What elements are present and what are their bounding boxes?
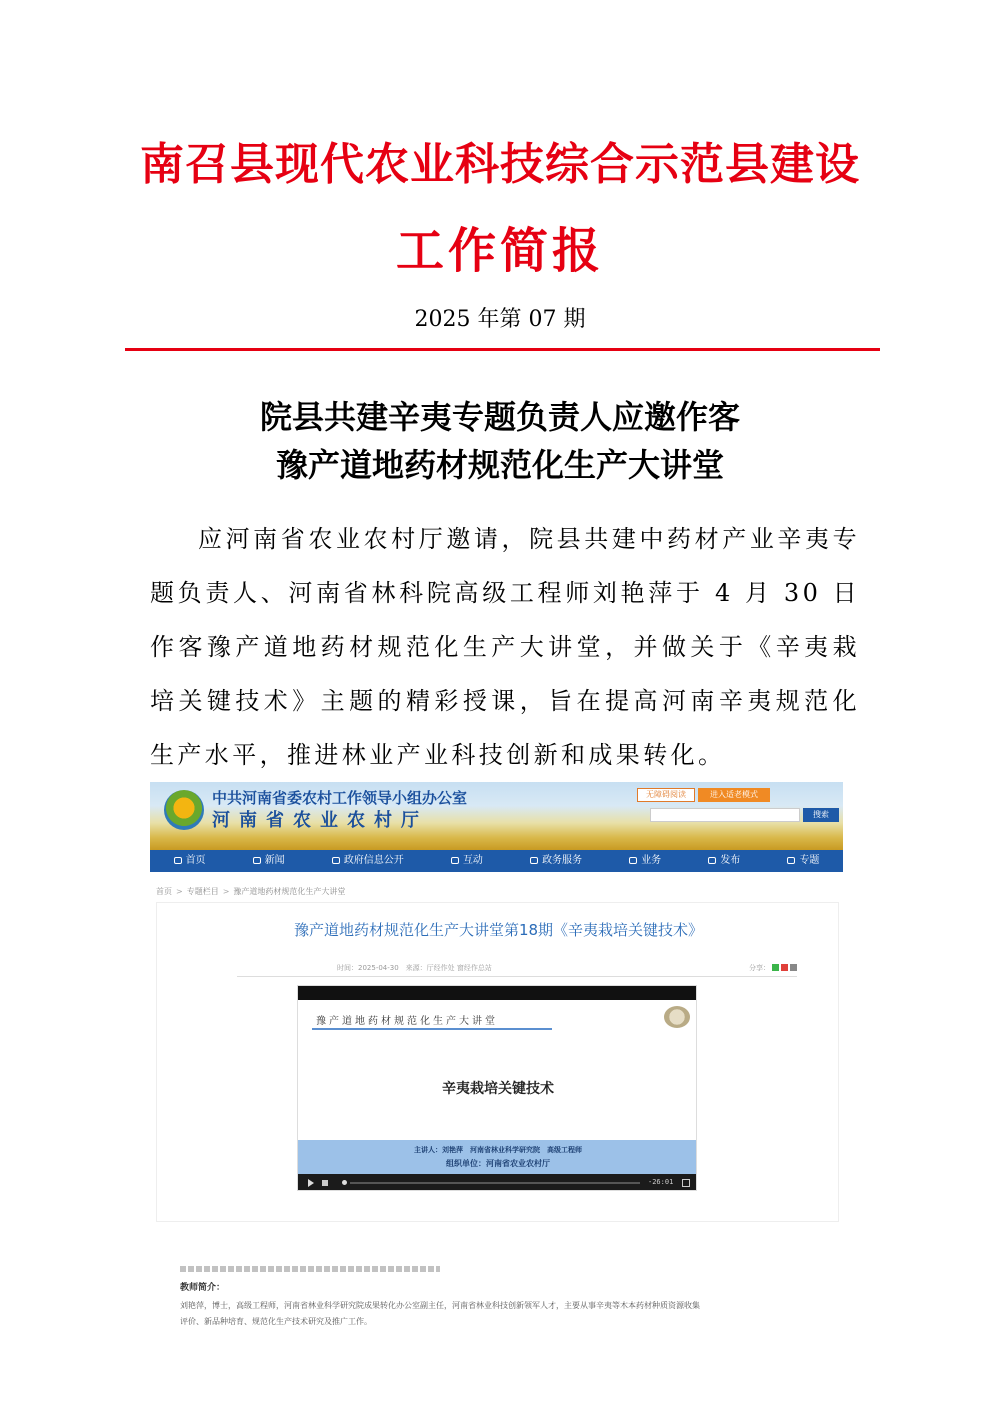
site-logo-icon [164, 790, 204, 830]
video-controls [298, 1174, 697, 1191]
meta-info: 时间：2025-04-30 来源：厅经作处 窗经作总站 [337, 964, 492, 972]
nav-item-service[interactable]: 政务服务 [507, 850, 606, 872]
article-meta [237, 961, 797, 977]
nav-item-interact[interactable]: 互动 [427, 850, 506, 872]
video-time: -26:01 [648, 1178, 674, 1186]
site-nav [150, 850, 843, 872]
search-input[interactable] [650, 808, 800, 822]
nav-item-publish[interactable]: 发布 [685, 850, 764, 872]
play-icon[interactable] [308, 1179, 314, 1187]
teacher-heading: 教师简介： [180, 1283, 226, 1293]
nav-item-gov-info[interactable]: 政府信息公开 [308, 850, 427, 872]
info-icon [332, 857, 340, 864]
article-title-line2: 豫产道地药材规范化生产大讲堂 [275, 446, 724, 484]
video-player[interactable] [297, 985, 697, 1191]
site-banner [150, 782, 843, 850]
nav-item-business[interactable]: 业务 [606, 850, 685, 872]
breadcrumb-current[interactable]: 豫产道地药材规范化生产大讲堂 [233, 887, 346, 896]
qzone-share-icon[interactable] [790, 964, 797, 971]
business-icon [629, 857, 637, 864]
chat-icon [451, 857, 459, 864]
news-icon [253, 857, 261, 864]
topic-icon [787, 857, 795, 864]
video-title-underline [312, 1028, 552, 1030]
article-title-line1: 院县共建辛夷专题负责人应邀作客 [259, 398, 740, 436]
cropped-text-remnant [180, 1266, 440, 1272]
video-speaker: 主讲人：刘艳萍 河南省林业科学研究院 高级工程师 [414, 1146, 582, 1154]
site-org-line2: 河南省农业农村厅 [212, 810, 428, 831]
progress-handle[interactable] [342, 1180, 347, 1185]
video-organizer: 组织单位：河南省农业农村厅 [446, 1159, 550, 1168]
service-icon [530, 857, 538, 864]
red-divider [125, 348, 880, 351]
video-speaker-box [298, 1140, 697, 1174]
site-org-line1: 中共河南省委农村工作领导小组办公室 [212, 789, 468, 807]
nav-item-home[interactable]: 首页 [150, 850, 229, 872]
home-icon [174, 857, 182, 864]
video-course-title: 辛夷栽培关键技术 [442, 1081, 554, 1097]
teacher-intro [150, 1266, 843, 1334]
publish-icon [708, 857, 716, 864]
volume-icon[interactable] [322, 1180, 328, 1186]
elder-mode-button[interactable]: 进入适老模式 [698, 788, 770, 802]
teacher-line1: 刘艳萍，博士，高级工程师，河南省林业科学研究院成果转化办公室副主任，河南省林业科技创新领军人才，主要从事辛夷等木本药材种质资源收集 [180, 1301, 700, 1310]
share-bar: 分享： [749, 963, 797, 973]
teacher-line2: 评价、新品种培育、规范化生产技术研究及推广工作。 [180, 1317, 372, 1326]
nav-item-topic[interactable]: 专题 [764, 850, 843, 872]
website-screenshot [150, 782, 843, 1222]
video-topbar [298, 986, 697, 1000]
search-button[interactable]: 搜索 [803, 808, 839, 822]
fullscreen-icon[interactable] [682, 1179, 690, 1187]
weibo-share-icon[interactable] [781, 964, 788, 971]
emblem-icon [664, 1006, 690, 1028]
video-series-title: 豫产道地药材规范化生产大讲堂 [316, 1016, 498, 1027]
bulletin-title-line2: 工作简报 [395, 223, 604, 279]
article-card [156, 902, 839, 1222]
nav-item-news[interactable]: 新闻 [229, 850, 308, 872]
issue-number: 2025 年第 07 期 [414, 307, 586, 332]
bulletin-title-line1: 南召县现代农业科技综合示范县建设 [140, 139, 860, 190]
breadcrumb-home[interactable]: 首页 [156, 887, 172, 896]
progress-track[interactable] [350, 1182, 640, 1184]
accessible-reading-button[interactable]: 无障碍阅读 [637, 788, 695, 802]
wechat-share-icon[interactable] [772, 964, 779, 971]
article-body: 应河南省农业农村厅邀请，院县共建中药材产业辛夷专题负责人、河南省林科院高级工程师刘艳萍于 4 月 30 日作客豫产道地药材规范化生产大讲堂，并做关于《辛夷栽培关键技术》主题的精彩授课，旨在提高河南辛夷规范化生产水平，推进林业产业科技创新和成果转化。 [150, 525, 860, 769]
breadcrumb: 首页 > 专题栏目 > 豫产道地药材规范化生产大讲堂 [156, 887, 346, 896]
page-title: 豫产道地药材规范化生产大讲堂第18期《辛夷栽培关键技术》 [293, 921, 704, 939]
breadcrumb-topics[interactable]: 专题栏目 [186, 887, 219, 896]
